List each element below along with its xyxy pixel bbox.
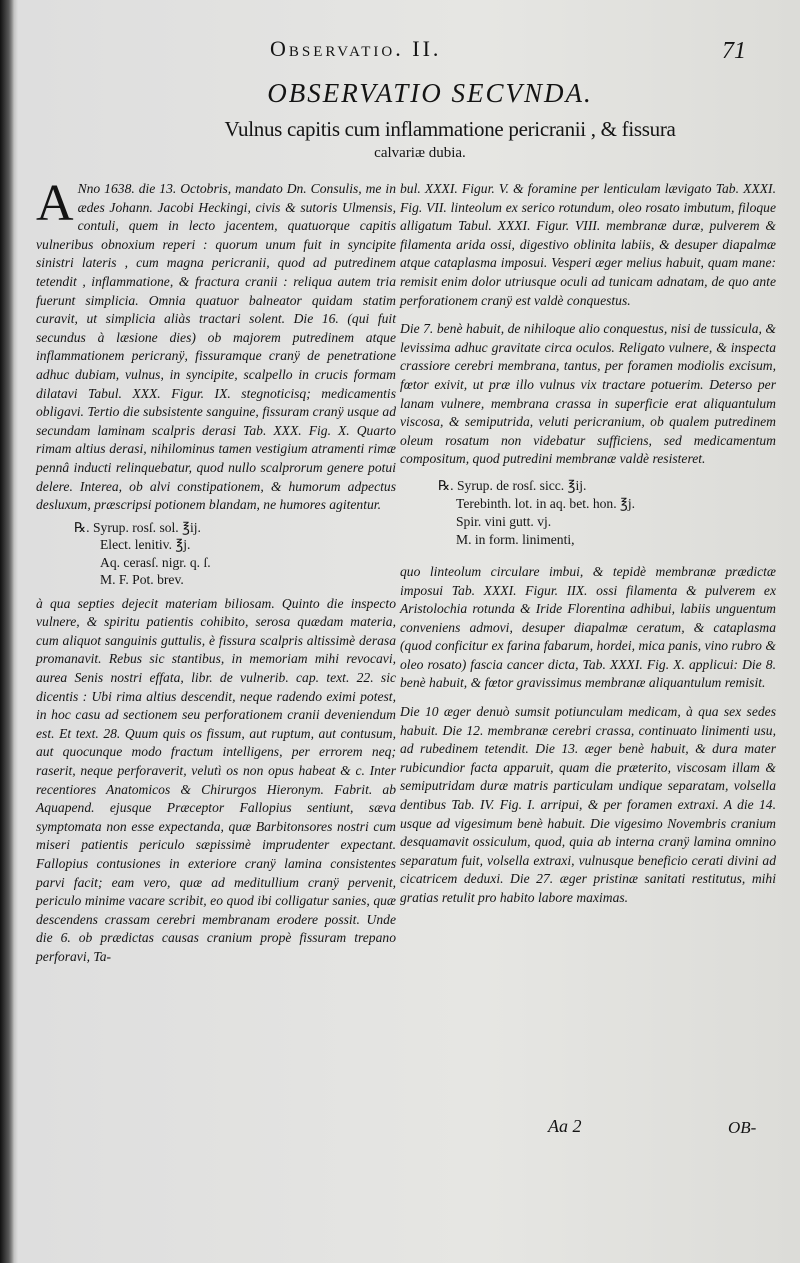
paragraph: bul. XXXI. Figur. V. & foramine per lenticulam lævigato Tab. XXXI. Fig. VII. linteolum ex serico rotundum, oleo rosato imbutum, filoque alligatum Tabul. XXXI. Figur. VIII. membranæ duræ, pulverem & filamenta arida ossi, digestivo oblinita labiis, & desuper diapalmæ atque cataplasma imposui. Vesperi æger melius habuit, quam mane: remisit enim dolor utriusque oculi ad tunicam adnatam, de quo ante perforationem cranÿ est valdè conquestus.: [400, 181, 776, 308]
right-column: [400, 180, 776, 908]
paragraph: [36, 175, 396, 515]
prescription-line: Spir. vini gutt. vj.: [456, 513, 552, 529]
observation-subtitle-cont: calvariæ dubia.: [374, 145, 466, 161]
prescription-line: M. F. Pot. brev.: [100, 572, 184, 588]
running-head: Observatio. II.: [270, 36, 442, 61]
observation-subtitle: Vulnus capitis cum inflammatione pericranii , & fissura: [224, 117, 676, 141]
drop-cap: A: [36, 175, 74, 232]
paragraph: Die 7. benè habuit, de nihiloque alio conquestus, nisi de tussicula, & levissima adhuc gravitate circa oculos. Religato vulnere, & inspecta crassiore cerebri membrana, tantus, per foramen modiolis excisum, fœtor exivit, ut præ illo vulnus vix tractare potuerim. Deterso per lanam vulnere, membrana crassa in superficie erat aliquantulum viscosa, & semiputrida, veluti pericranium, ob qualem putredinem oleum rosatum non videbatur sufficiens, sed medicamentum compositum, quod putredini membranæ valdè resisteret.: [400, 321, 776, 467]
prescription: [400, 477, 776, 549]
prescription-line: ℞. Syrup. de rosſ. sicc. ℥ij.: [438, 477, 587, 493]
signature-mark: Aa 2: [548, 1116, 582, 1136]
prescription-line: Aq. cerasſ. nigr. q. ſ.: [100, 554, 211, 570]
page-number: 71: [722, 38, 746, 64]
prescription-line: ℞. Syrup. rosſ. sol. ℥ij.: [74, 519, 201, 535]
paragraph-text: Nno 1638. die 13. Octobris, mandato Dn. Consulis, me in ædes Johann. Jacobi Heckingi, civis & sutoris Ulmensis, contuli, quem in lecto jacentem, quatuorque capitis vulneribus obnoxium reperi : quorum unum fuit in syncipite sinistri lateris , cum magna pericranii, quod ad putredinem tetendit , inflammatione, & fractura cranii : reliqua autem tria fuerunt simplicia. Omnia quatuor balneator quidam statim curavit, ut simplicia aliàs tractari solent. Die 16. (qui fuit secundus à læsione dies) ob majorem putredinem atque inflammationem pericranÿ, fissuramque cranÿ de penetratione adhuc dubiam, vulnus, in syncipite, scalpello in crucis formam dilatavi Tabul. XXX. Figur. IX. stegnoticisq; medicamentis obligavi. Tertio die subsistente sanguine, fissuram cranÿ usque ad secundam laminam scalpris derasi Tab. XXX. Fig. X. Quarto rimam altius derasi, nihilominus tamen vestigium atramenti rimæ pennâ inducti relinquebatur, quod nullo scalprorum genere potui delere. Interea, ob alvi constipationem, & humorum adpectus desluxum, præscripsi potionem blandam, ne humores agitentur.: [36, 181, 396, 513]
observation-title: OBSERVATIO SECVNDA.: [267, 78, 593, 108]
prescription-line: Terebinth. lot. in aq. bet. hon. ℥j.: [456, 495, 636, 511]
prescription: [36, 519, 396, 589]
paragraph: à qua septies dejecit materiam biliosam. Quinto die inspecto vulnere, & spiritu patientis cohibito, serosa quædam materia, cum aliquot sanguinis guttulis, è fissura scalpris altissimè derasa promanavit. Rebus sic stantibus, in memoriam mihi revocavi, aurea Senis nostri effata, libr. de vulnerib. cap. text. 22. sic dicentis : Ubi rima altius descendit, neque radendo eximi potest, in hoc casu ad sectionem seu perforationem cranii deveniendum est. Et text. 28. Quum quis os fissum, aut ruptum, aut contusum, aut quocunque modo fractum intelligens, per errorem neq; raserit, neque perforaverit, velutì os non opus habeat & c. Inter recentiores Anatomicos & Chirurgos Hieronym. Fabrit. ab Aquapend. ejusque Præceptor Fallopius sentiunt, sæva symptomata non esse expectanda, quæ Barbitonsores nostri cum miseri patientis periculo sæpissimè imprudenter expectant. Fallopius contusiones in exteriore cranÿ lamina consistentes parvi facit; eam vero, quæ ad meditullium cranÿ pervenit, periculo minime vacare scribit, eo quod ibi colligatur sanies, quæ descendens crassam cerebri membranam erodere possit. Unde die 6. ob prædictas causas cranium propè fissuram trepano perforavi, Ta-: [36, 595, 396, 964]
prescription-line: M. in form. linimenti,: [456, 531, 575, 547]
left-column: [36, 175, 396, 967]
binding-gutter: [0, 0, 14, 1263]
paragraph: quo linteolum circulare imbui, & tepidè membranæ prædictæ imposui Tab. XXXI. Figur. IIX. ossi filamenta & pulverem ex Aristolochia rotunda & Iride Florentina adhibui, labiis unguentum conveniens admovi, desuper diapalmæ ceratum, & cataplasma (quod conficitur ex farina fabarum, hordei, mica panis, vino rubro & oleo rosato) fascia cancer dicta, Tab. XXXI. Fig. X. applicui: Die 8. benè habuit, & fœtor gravissimus membranæ aliquantulum remisit.: [400, 563, 776, 691]
prescription-line: Elect. lenitiv. ℥j.: [100, 537, 191, 553]
paragraph: Die 10 æger denuò sumsit potiunculam medicam, à qua sex sedes habuit. Die 12. membranæ cerebri crassa, continuato linimenti usu, ad rubedinem tetendit. Die 13. æger benè habuit, & dura mater rubicundior facta apparuit, quam die præterito, viscosam illam & semiputridam duræ matris particulam undique separatam, volsella dentibus Tab. IV. Fig. I. arripui, & per foramen extraxi. A die 14. usque ad vigesimum benè habuit. Die vigesimo Novembris cranium desquamavit ossiculum, quod, quia ab interna cranÿ lamina omnino separatum fuit, volsella extraxi, vulnusque beneficio cerati divini ad cicatricem deduxi. Die 27. æger pristinæ sanitati restitutus, mihi gratias retulit pro habito labore maximas.: [400, 704, 776, 905]
catchword: OB-: [728, 1118, 757, 1137]
